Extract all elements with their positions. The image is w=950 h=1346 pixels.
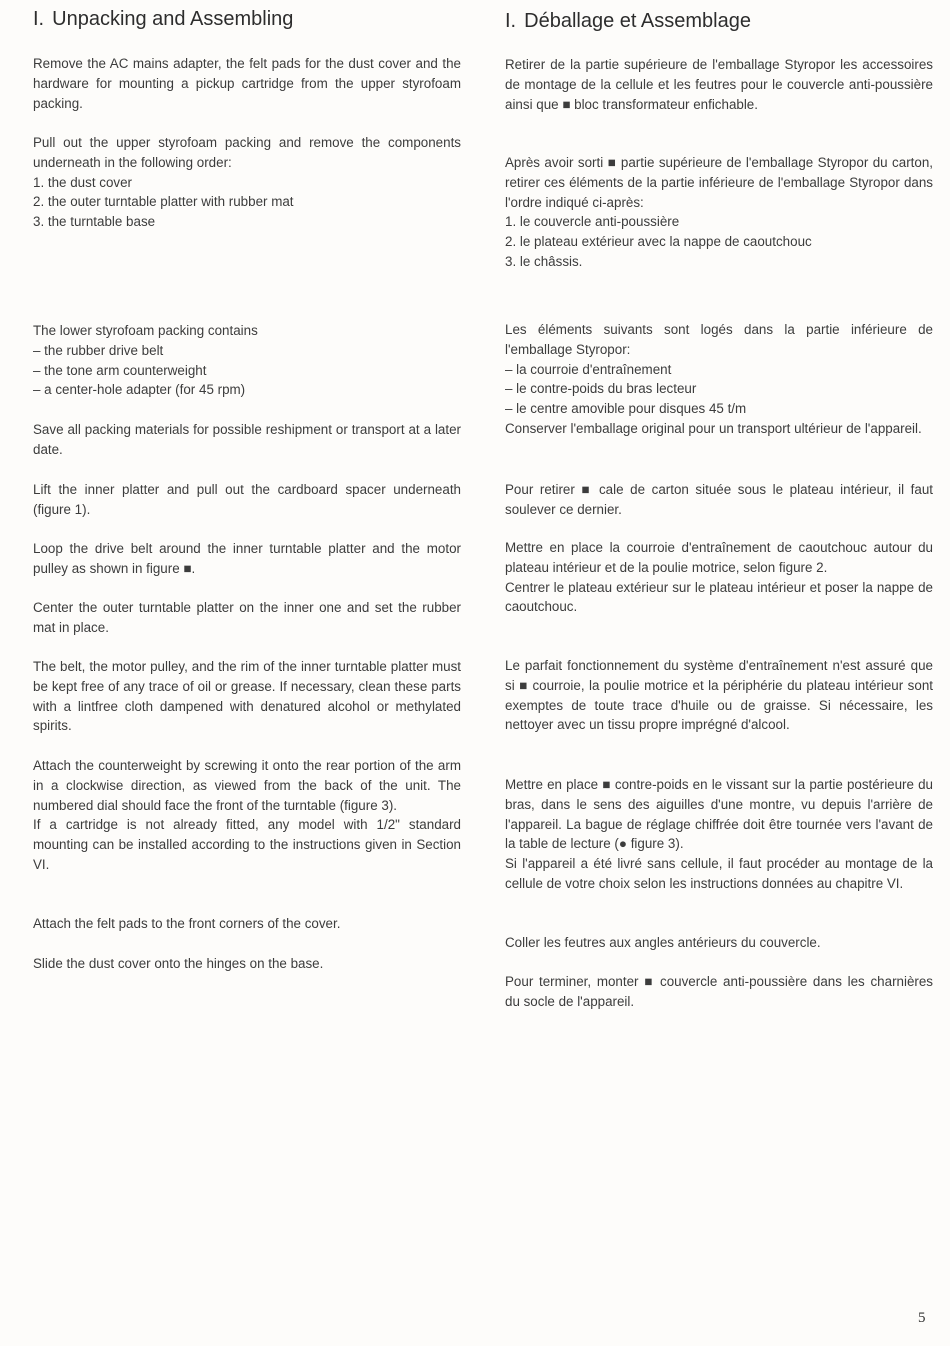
french-heading (505, 10, 751, 33)
en-paragraph-9 (33, 756, 461, 875)
en-p3-item-2: – the tone arm counterweight (33, 362, 207, 378)
fr-p2-item-1: 1. le couvercle anti-poussière (505, 214, 680, 230)
en-paragraph-11: Slide the dust cover onto the hinges on the base. (33, 956, 324, 971)
fr-p2-item-3: 3. le châssis. (505, 253, 583, 269)
fr-paragraph-9: Pour terminer, monter ■ couvercle anti-poussière dans les charnières du socle de l'appareil. (505, 974, 933, 1009)
fr-p7-part-1: Mettre en place ■ contre-poids en le vissant sur la partie postérieure du bras, dans le sens des aiguilles d'une montre, vu depuis l'arrière de l'appareil. La bague de réglage chiffrée doit être tournée vers l'avant de la table de lecture (● figure 3). (505, 777, 933, 852)
english-heading (33, 8, 293, 31)
fr-paragraph-4: Pour retirer ■ cale de carton située sous le plateau intérieur, il faut soulever ce dernier. (505, 482, 933, 517)
en-p3-item-1: – the rubber drive belt (33, 342, 164, 358)
fr-p3-note: Conserver l'emballage original pour un transport ultérieur de l'appareil. (505, 420, 922, 436)
en-p2-item-1: 1. the dust cover (33, 174, 132, 190)
fr-p2-item-2: 2. le plateau extérieur avec la nappe de caoutchouc (505, 234, 812, 250)
fr-p5-part-1: Mettre en place la courroie d'entraînement de caoutchouc autour du plateau intérieur et de la poulie motrice, selon figure 2. (505, 540, 933, 575)
fr-p3-item-2: – le contre-poids du bras lecteur (505, 381, 697, 397)
en-p9-part-2: If a cartridge is not already fitted, any model with 1/2" standard mounting can be installed according to the instructions given in Section VI. (33, 817, 461, 872)
french-heading-title: Déballage et Assemblage (524, 10, 751, 32)
en-p3-intro: The lower styrofoam packing contains (33, 323, 258, 338)
en-paragraph-8: The belt, the motor pulley, and the rim of the inner turntable platter must be kept free of any trace of oil or grease. If necessary, clean these parts with a lintfree cloth dampened with denatured alcohol or methylated spirits. (33, 659, 461, 734)
en-paragraph-2 (33, 133, 461, 232)
fr-paragraph-8: Coller les feutres aux angles antérieurs du couvercle. (505, 935, 821, 950)
fr-p3-item-1: – la courroie d'entraînement (505, 361, 672, 377)
en-paragraph-10: Attach the felt pads to the front corners of the cover. (33, 916, 341, 931)
fr-paragraph-3 (505, 320, 933, 439)
en-paragraph-4: Save all packing materials for possible reshipment or transport at a later date. (33, 422, 461, 457)
en-paragraph-5: Lift the inner platter and pull out the cardboard spacer underneath (figure 1). (33, 482, 461, 517)
fr-paragraph-2 (505, 153, 933, 272)
en-paragraph-7: Center the outer turntable platter on the inner one and set the rubber mat in place. (33, 600, 461, 635)
page-number: 5 (918, 1310, 926, 1326)
en-paragraph-3 (33, 321, 258, 400)
fr-p3-intro: Les éléments suivants sont logés dans la partie inférieure de l'emballage Styropor: (505, 322, 933, 357)
fr-p2-intro: Après avoir sorti ■ partie supérieure de l'emballage Styropor du carton, retirer ces éléments de la partie inférieure de l'emballage Styropor dans l'ordre indiqué ci-après: (505, 155, 933, 210)
en-p2-item-2: 2. the outer turntable platter with rubber mat (33, 194, 294, 210)
fr-p5-part-2: Centrer le plateau extérieur sur le plateau intérieur et poser la nappe de caoutchouc. (505, 579, 933, 615)
fr-paragraph-5 (505, 538, 933, 617)
en-p2-item-3: 3. the turntable base (33, 214, 156, 230)
fr-paragraph-7 (505, 775, 933, 894)
fr-paragraph-1: Retirer de la partie supérieure de l'emballage Styropor les accessoires de montage de la cellule et les feutres pour le couvercle anti-poussière ainsi que ■ bloc transformateur enfichable. (505, 57, 933, 112)
en-p3-item-3: – a center-hole adapter (for 45 rpm) (33, 382, 246, 398)
fr-p3-item-3: – le centre amovible pour disques 45 t/m (505, 401, 747, 417)
en-paragraph-1: Remove the AC mains adapter, the felt pads for the dust cover and the hardware for mounting a pickup cartridge from the upper styrofoam packing. (33, 56, 461, 111)
english-heading-number: I. (33, 8, 45, 30)
fr-p7-part-2: Si l'appareil a été livré sans cellule, il faut procéder au montage de la cellule de votre choix selon les instructions données au chapitre VI. (505, 856, 933, 891)
fr-paragraph-6: Le parfait fonctionnement du système d'entraînement n'est assuré que si ■ courroie, la poulie motrice et la périphérie du plateau intérieur sont exemptes de toute trace d'huile ou de graisse. Si nécessaire, les nettoyer avec un tissu propre imprégné d'alcool. (505, 658, 933, 733)
english-heading-title: Unpacking and Assembling (52, 8, 294, 30)
french-heading-number: I. (505, 10, 517, 32)
en-paragraph-6: Loop the drive belt around the inner turntable platter and the motor pulley as shown in figure ■. (33, 541, 461, 576)
en-p2-intro: Pull out the upper styrofoam packing and remove the components underneath in the following order: (33, 135, 461, 170)
en-p9-part-1: Attach the counterweight by screwing it onto the rear portion of the arm in a clockwise direction, as viewed from the back of the unit. The numbered dial should face the front of the turntable (figure 3). (33, 758, 461, 813)
